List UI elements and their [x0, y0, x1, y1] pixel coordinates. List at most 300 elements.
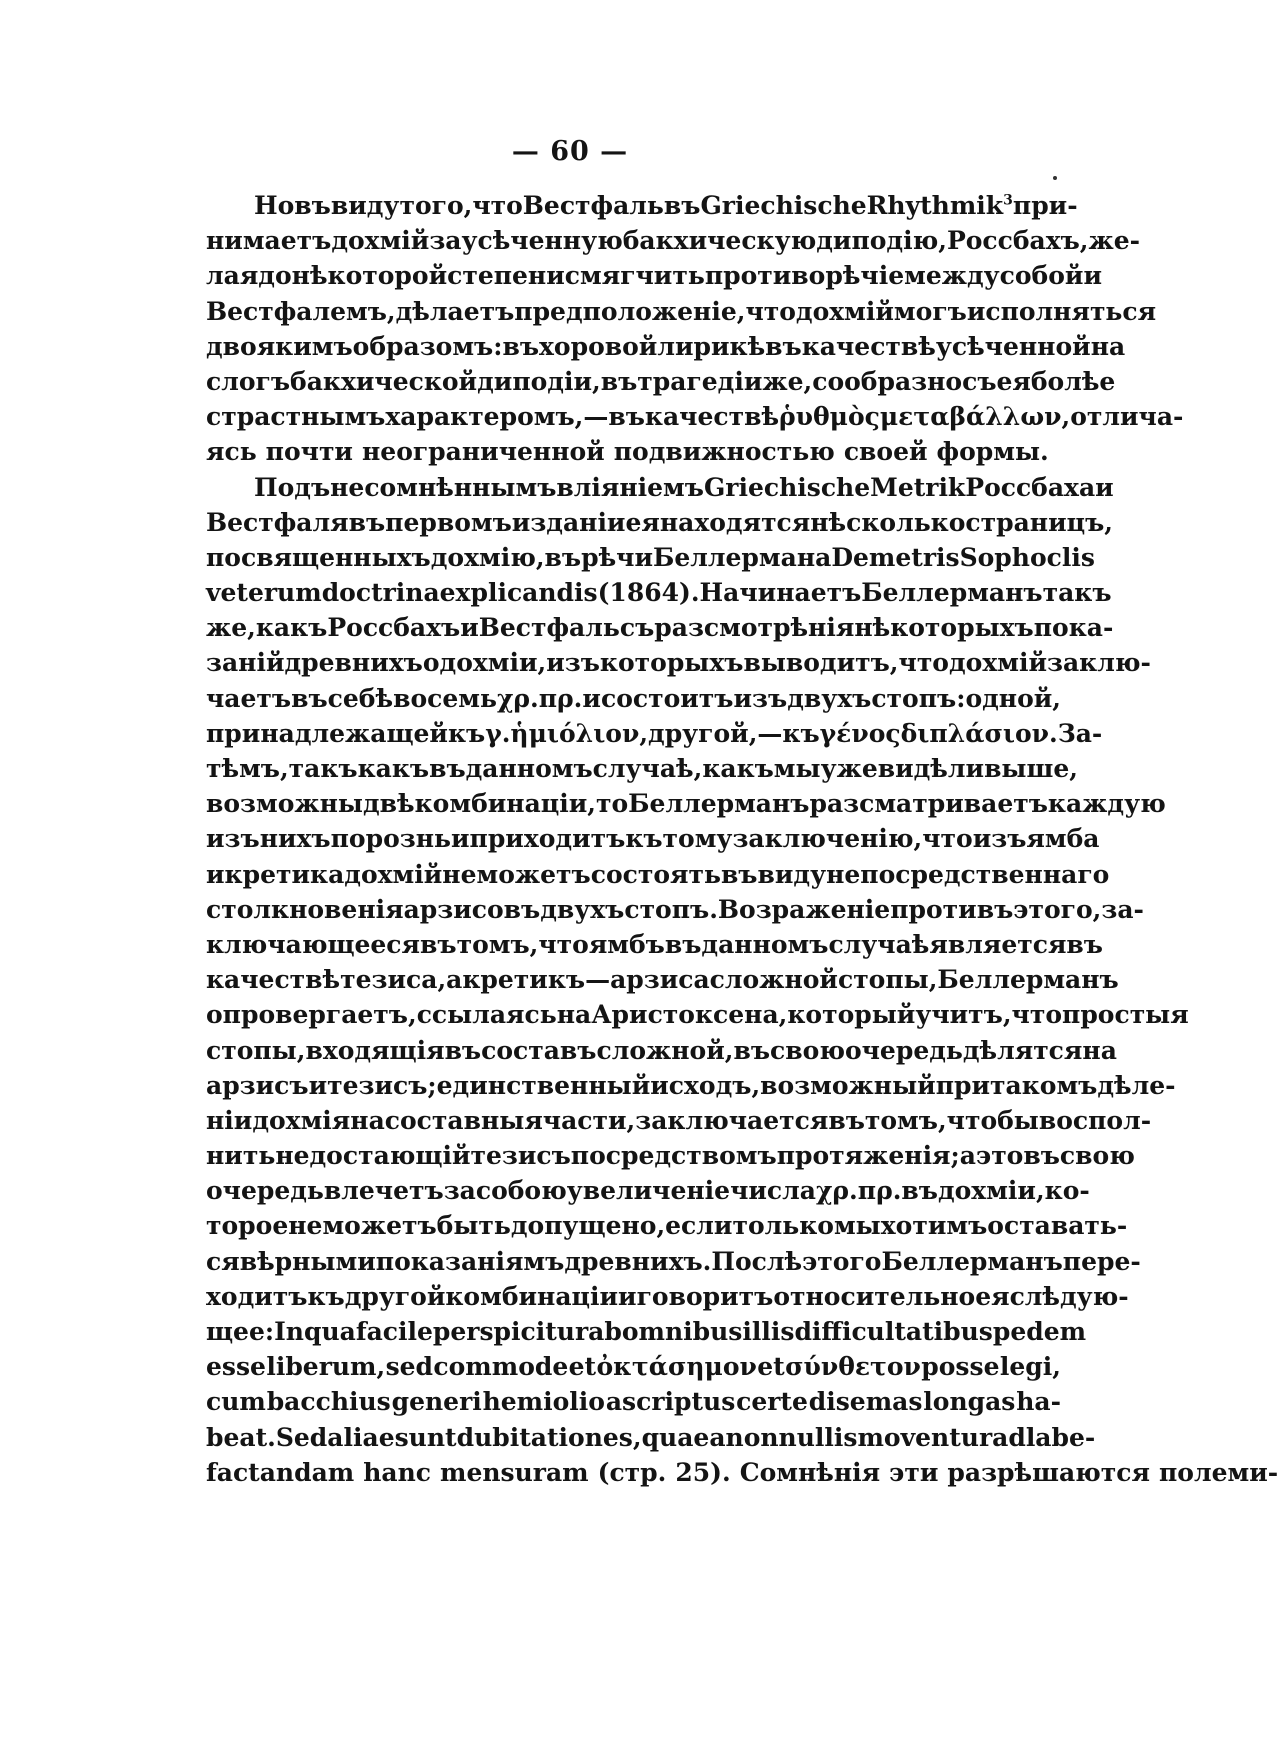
word: Аристоксена, [591, 1000, 788, 1030]
text-line [206, 434, 1061, 469]
word: случаѣ, [592, 754, 703, 783]
word: и [618, 1281, 637, 1311]
word: дохмій [795, 296, 894, 326]
word: выводитъ, [743, 648, 899, 678]
word: Россбаха [965, 472, 1096, 502]
word: что [538, 929, 589, 959]
word: такъ [288, 754, 358, 783]
word: Но [254, 191, 295, 220]
word: оставать- [987, 1211, 1128, 1241]
word: Беллермана [653, 542, 832, 572]
text-line [206, 1455, 1278, 1490]
word: въ [720, 859, 758, 889]
word: что [745, 296, 796, 326]
word: perspicitur [432, 1317, 589, 1346]
word: въ [420, 929, 457, 959]
word: esse [206, 1352, 266, 1382]
word: тезиса, [340, 965, 447, 995]
text-line [206, 1314, 1087, 1349]
word: въ [663, 191, 701, 220]
word: ямба [1026, 824, 1100, 854]
word: качествѣ [644, 402, 780, 432]
word: возможный [760, 1070, 936, 1100]
word: двухъ [540, 894, 625, 924]
text-line [206, 223, 1141, 258]
word: допущено, [510, 1211, 666, 1241]
word: другой,—къ [648, 718, 820, 748]
word: что [922, 824, 973, 854]
word: πρ. [538, 683, 583, 713]
word: и [460, 613, 479, 643]
word: слогъ [206, 366, 291, 396]
word: собою [475, 1176, 567, 1206]
word: Sed [275, 1422, 328, 1452]
word: бакхическую [622, 226, 817, 256]
word: каждую [1047, 789, 1166, 819]
word: дѣлаетъ [395, 296, 515, 326]
word: почти [265, 437, 353, 467]
text-line [206, 470, 1114, 505]
word: посвященныхъ [206, 542, 431, 572]
word: составъ [481, 1035, 597, 1065]
word: своей [843, 437, 928, 467]
word: дохмія [252, 1105, 351, 1135]
word: смягчить [564, 261, 705, 291]
word: дохмій [331, 226, 430, 256]
word: въ [901, 1176, 938, 1206]
word: какъ [702, 754, 774, 783]
word: несомнѣннымъ [330, 472, 557, 502]
word: при [935, 1070, 991, 1100]
word: кретика [224, 859, 345, 889]
word: противъ [890, 894, 1014, 924]
word: hanc [363, 1457, 432, 1487]
word: ad [992, 1422, 1026, 1452]
word: трагедіи [637, 366, 763, 396]
word: усѣченной [935, 331, 1091, 361]
word: состоитъ [600, 683, 734, 713]
word: а [446, 965, 463, 995]
word: образомъ: [352, 331, 503, 361]
word: въ [1066, 929, 1103, 959]
text-line [206, 329, 1126, 364]
word: томъ, [456, 929, 539, 959]
word: полеми- [1158, 1457, 1278, 1487]
word: же, [762, 366, 813, 396]
text-line [206, 751, 1078, 786]
word: ῥυθμὸς [779, 402, 880, 432]
word: explicandis [439, 578, 598, 608]
word: видѣли [877, 754, 985, 783]
word: что [472, 191, 523, 220]
word: sunt [394, 1422, 457, 1452]
word: bacchius [266, 1387, 391, 1417]
text-line [206, 927, 1103, 962]
stray-dot-mark [1053, 176, 1057, 180]
text-line [206, 716, 1103, 751]
word: составныя [384, 1105, 543, 1135]
word: Россбахъ, [946, 226, 1089, 256]
word: Rhythmik$^3$ [866, 191, 1013, 220]
word: изъ [972, 824, 1027, 854]
word: характеромъ,—въ [385, 402, 645, 432]
word: factandam [206, 1457, 355, 1487]
word: первомъ [385, 507, 512, 537]
word: протяженія; [776, 1141, 960, 1171]
word: дохмій [948, 648, 1047, 678]
word: комбинаціи [445, 1281, 619, 1311]
word: изъ [733, 683, 788, 713]
text-line [206, 786, 1166, 821]
word: ясь [206, 437, 257, 467]
word: исполняться [966, 296, 1157, 326]
word: очередь [206, 1176, 324, 1206]
text-line [206, 575, 1112, 610]
word: а [959, 1141, 976, 1171]
text-line [206, 1420, 1096, 1455]
word: порознь [330, 824, 451, 854]
word: In [274, 1317, 304, 1346]
word: Россбахъ [327, 613, 461, 643]
word: 25). [675, 1457, 731, 1487]
word: усѣченную [461, 226, 623, 256]
word: пере- [1062, 1246, 1141, 1276]
word: (стр. [597, 1457, 667, 1487]
word: страницъ, [965, 507, 1113, 537]
word: которыхъ [599, 648, 744, 678]
word: Возраженіе [717, 894, 891, 924]
word: дѣле- [1097, 1070, 1176, 1100]
word: при- [1012, 191, 1078, 220]
word: числа [730, 1176, 816, 1206]
word: sed [385, 1352, 434, 1382]
word: того, [399, 191, 473, 220]
word: Послѣ [711, 1246, 803, 1276]
word: слѣдую- [1009, 1281, 1129, 1311]
word: cum [206, 1387, 266, 1417]
text-line [206, 364, 1116, 399]
word: a [709, 1422, 726, 1452]
word: нимаетъ [206, 226, 332, 256]
word: на [350, 1105, 385, 1135]
word: generi [391, 1387, 482, 1417]
word: omnibus [621, 1317, 743, 1346]
word: диподію, [816, 226, 947, 256]
word: Metrik [870, 472, 966, 502]
word: въ [429, 754, 466, 783]
word: et [757, 1352, 785, 1382]
word: стопы, [206, 1035, 306, 1065]
word: Беллерманъ [861, 578, 1043, 608]
word: говоритъ [636, 1281, 774, 1311]
word: нихъ [259, 824, 331, 854]
word: двоякимъ [206, 331, 353, 361]
word: тѣмъ, [206, 754, 289, 783]
word: возможны [206, 789, 363, 819]
word: если [665, 1211, 733, 1241]
word: Вестфаль [478, 613, 620, 643]
word: commode [433, 1352, 569, 1382]
text-line [206, 1279, 1129, 1314]
word: стопы, [837, 965, 938, 995]
text-line [206, 1244, 1141, 1279]
word: ascriptus [605, 1387, 736, 1417]
word: комбинаціи, [414, 789, 596, 819]
word: о [422, 648, 440, 678]
word: качествѣ [206, 965, 341, 995]
word: собой [999, 261, 1084, 291]
word: дохмію, [430, 542, 545, 572]
text-line [206, 892, 1144, 927]
word: двѣ [363, 789, 415, 819]
word: posse [921, 1352, 1000, 1382]
word: за- [1101, 894, 1144, 924]
word: ея [996, 366, 1031, 396]
word: лая [206, 261, 259, 291]
word: въ [1023, 1141, 1060, 1171]
word: чтобы [946, 1105, 1039, 1135]
word: этого, [1013, 894, 1102, 924]
word: другой [344, 1281, 446, 1311]
text-line [206, 1033, 1117, 1068]
word: лирикѣ [657, 331, 766, 361]
word: Вестфаль [522, 191, 664, 220]
word: случаѣ [828, 929, 930, 959]
word: какъ [357, 754, 430, 783]
word: свою [1059, 1141, 1135, 1171]
word: мы [773, 754, 821, 783]
word: рѣчи [581, 542, 653, 572]
word: какъ [255, 613, 328, 643]
word: виду [757, 859, 827, 889]
word: недостающій [275, 1141, 471, 1171]
word: древнихъ [284, 648, 423, 678]
word: данномъ [465, 754, 593, 783]
word: hemiolio [482, 1387, 605, 1417]
word: дохміи, [439, 648, 547, 678]
word: противорѣчіе [704, 261, 905, 291]
word: μεταβάλλων, [879, 402, 1071, 432]
word: предположеніе, [514, 296, 746, 326]
word: сообразно [812, 366, 963, 396]
text-line [206, 505, 1113, 540]
word: ходитъ [206, 1281, 308, 1311]
word: ся [206, 1246, 240, 1276]
word: заній [206, 648, 285, 678]
word: разрѣшаются [947, 1457, 1150, 1487]
word: вліяніемъ [556, 472, 704, 502]
text-line [206, 821, 1100, 856]
word: пока- [1033, 613, 1114, 643]
word: стопъ. [624, 894, 718, 924]
word: заключается [635, 1105, 829, 1135]
text-line [206, 1349, 1061, 1384]
word: pedem [992, 1317, 1087, 1346]
word: и [206, 859, 225, 889]
body-text [206, 188, 1278, 1490]
word: виду [330, 191, 400, 220]
word: столкновенія [206, 894, 404, 924]
word: quae [641, 1422, 710, 1452]
word: и [1095, 472, 1114, 502]
word: арзисовъ [403, 894, 541, 924]
word: difficultatibus [794, 1317, 993, 1346]
word: нѣкоторыхъ [854, 613, 1034, 643]
word: принадлежащей [206, 718, 448, 748]
word: себѣ [327, 683, 394, 713]
word: qua [303, 1317, 356, 1346]
word: подвижностью [613, 437, 835, 467]
word: дохміи, [937, 1176, 1045, 1206]
word: непосредственнаго [826, 859, 1110, 889]
word: съ [962, 366, 997, 396]
word: ея [625, 507, 660, 537]
word: простыя [1062, 1000, 1189, 1030]
word: разсматриваетъ [809, 789, 1048, 819]
word: болѣе [1030, 366, 1116, 396]
word: увеличеніе [566, 1176, 731, 1206]
word: въ [733, 1035, 771, 1065]
word: не [442, 859, 477, 889]
word: выше, [984, 754, 1078, 783]
word: въ [664, 929, 702, 959]
text-line [206, 610, 1114, 645]
word: можетъ [322, 1211, 437, 1241]
word: ко- [1044, 1176, 1090, 1206]
word: ссылаясь [416, 1000, 557, 1030]
word: Беллерманъ [937, 965, 1119, 995]
text-line [206, 997, 1189, 1032]
word: (1864). [597, 578, 700, 608]
word: veterum [206, 578, 322, 608]
word: De [831, 542, 869, 572]
word: изданіи [511, 507, 626, 537]
word: ключающееся [206, 929, 421, 959]
word: ніи [206, 1105, 253, 1135]
word: ея [975, 1281, 1010, 1311]
word: Сомнѣнія [739, 1457, 881, 1487]
page-number: — 60 — [511, 136, 629, 167]
word: въ [544, 542, 582, 572]
word: на [1082, 1035, 1117, 1065]
word: свою [770, 1035, 845, 1065]
word: исходъ, [650, 1070, 761, 1100]
word: части, [542, 1105, 636, 1135]
text-line [206, 294, 1157, 329]
word: въ [291, 683, 328, 713]
word: не [288, 1211, 323, 1241]
word: кретикъ—арзиса [462, 965, 710, 995]
word: нить [206, 1141, 276, 1171]
word: сложной [709, 965, 838, 995]
word: диподіи, [477, 366, 601, 396]
word: который [787, 1000, 916, 1030]
word: и [1083, 261, 1102, 291]
word: же, [206, 613, 256, 643]
word: то [596, 789, 629, 819]
word: опровергаетъ, [206, 1000, 417, 1030]
word: σύνθετον [785, 1352, 921, 1382]
word: посредствомъ [570, 1141, 777, 1171]
word: мы [833, 1211, 881, 1241]
text-line [206, 962, 1119, 997]
text-line [206, 857, 1110, 892]
word: Беллерманъ [628, 789, 810, 819]
word: вѣрными [239, 1246, 376, 1276]
word: торое [206, 1211, 289, 1241]
word: дѣлятся [962, 1035, 1083, 1065]
word: заклю- [1046, 648, 1151, 678]
word: mensuram [440, 1457, 589, 1487]
word: изъ [546, 648, 600, 678]
word: неограниченной [361, 437, 605, 467]
word: Griechische [700, 191, 867, 220]
word: disemas [808, 1387, 923, 1417]
word: въ [444, 1035, 482, 1065]
word: Griechische [703, 472, 871, 502]
text-line [206, 645, 1151, 680]
word: щее: [206, 1317, 275, 1346]
word: Подъ [254, 472, 331, 502]
word: приходитъ [469, 824, 626, 854]
word: къ [447, 718, 486, 748]
word: и [450, 824, 470, 854]
word: и [582, 683, 601, 713]
word: относительно [773, 1281, 976, 1311]
word: это [975, 1141, 1024, 1171]
word: этого [802, 1246, 882, 1276]
word: γ. [485, 718, 511, 748]
word: legi, [999, 1352, 1061, 1382]
text-line [206, 540, 1095, 575]
word: разсмотрѣнія [654, 613, 855, 643]
word: единственный [436, 1070, 651, 1100]
word: къ [307, 1281, 345, 1311]
word: отлича- [1070, 402, 1184, 432]
text-line [206, 399, 1184, 434]
word: изъ [206, 824, 260, 854]
text-line [206, 188, 1078, 223]
word: состоять [590, 859, 721, 889]
word: что [898, 648, 949, 678]
word: древнихъ. [564, 1246, 712, 1276]
word: уже [820, 754, 878, 783]
word: et [568, 1352, 597, 1382]
text-line [206, 1173, 1090, 1208]
word: на [556, 1000, 592, 1030]
word: восемь [393, 683, 497, 713]
text-line [206, 1138, 1135, 1173]
word: въ [828, 1105, 865, 1135]
word: страстнымъ [206, 402, 386, 432]
word: Вестфалемъ, [206, 296, 396, 326]
word: liberum, [266, 1352, 386, 1382]
word: сложной, [596, 1035, 734, 1065]
word: къ [625, 824, 663, 854]
word: учитъ, [915, 1000, 1012, 1030]
word: γένος [819, 718, 901, 748]
word: формы. [936, 437, 1049, 467]
word: нѣкоторой [291, 261, 448, 291]
word: ямбъ [588, 929, 665, 959]
word: хоровой [539, 331, 658, 361]
word: въ [765, 331, 802, 361]
word: πρ. [857, 1176, 902, 1206]
word: за [429, 226, 462, 256]
word: арзисъ [206, 1070, 309, 1100]
word: степени [447, 261, 565, 291]
word: такъ [1042, 578, 1112, 608]
